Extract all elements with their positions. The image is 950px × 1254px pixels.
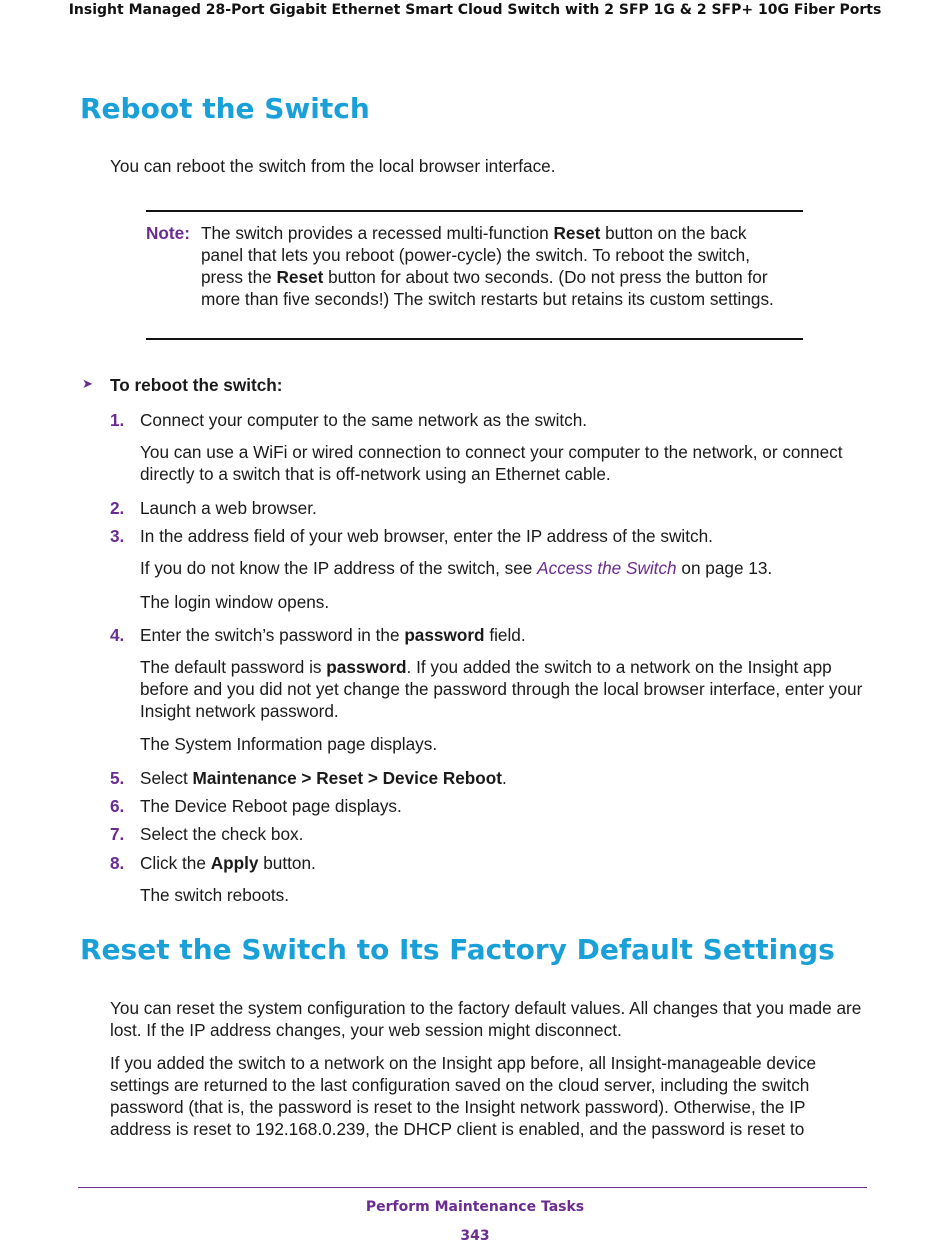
step-detail: The System Information page displays. <box>140 734 438 754</box>
step-text: The Device Reboot page displays. <box>140 796 402 816</box>
step-number: 6. <box>110 796 125 816</box>
step-detail: The login window opens. <box>140 592 330 612</box>
step-text: Select the check box. <box>140 824 304 844</box>
footer-chapter-title: Perform Maintenance Tasks <box>365 1199 585 1215</box>
access-the-switch-link[interactable]: Access the Switch <box>537 558 677 578</box>
step-text: In the address field of your web browser, enter the IP address of the switch. <box>140 526 713 546</box>
step-number: 1. <box>110 410 125 430</box>
step-number: 5. <box>110 768 125 788</box>
arrowhead-bullet-icon: ➤ <box>82 376 93 391</box>
section-heading-reset: Reset the Switch to Its Factory Default Settings <box>80 933 835 966</box>
footer-divider <box>78 1187 867 1188</box>
step-text: Connect your computer to the same network as the switch. <box>140 410 588 430</box>
running-header: Insight Managed 28-Port Gigabit Ethernet Smart Cloud Switch with 2 SFP 1G & 2 SFP+ 10G Fiber Ports <box>68 2 882 18</box>
step-number: 8. <box>110 853 125 873</box>
step-text: Enter the switch’s password in the password field. <box>140 625 526 645</box>
procedure-title: To reboot the switch: <box>110 375 283 395</box>
step-detail: You can use a WiFi or wired connection to connect your computer to the network, or connect directly to a switch that is off-network using an Ethernet cable. <box>140 442 843 484</box>
note-text: The switch provides a recessed multi-function Reset button on the back panel that lets you reboot (power-cycle) the switch. To reboot the switch, press the Reset button for about two seconds. (Do not press the button for more than five seconds!) The switch restarts but retains its custom settings. <box>201 223 774 309</box>
page-number: 343 <box>460 1228 490 1244</box>
reset-paragraph: If you added the switch to a network on the Insight app before, all Insight-manageable device settings are returned to the last configuration saved on the cloud server, including the switch password (that is, the password is reset to the Insight network password). Otherwise, the IP address is reset to 192.168.0.239, the DHCP client is enabled, and the password is reset to <box>110 1053 817 1139</box>
step-text: Launch a web browser. <box>140 498 317 518</box>
step-number: 4. <box>110 625 125 645</box>
step-text: Select Maintenance > Reset > Device Reboot. <box>140 768 507 788</box>
step-number: 7. <box>110 824 125 844</box>
reboot-intro: You can reboot the switch from the local browser interface. <box>110 156 556 176</box>
step-detail: If you do not know the IP address of the switch, see Access the Switch on page 13. <box>140 558 773 578</box>
step-number: 2. <box>110 498 125 518</box>
section-heading-reboot: Reboot the Switch <box>80 92 370 125</box>
note-box <box>146 210 803 340</box>
step-detail: The switch reboots. <box>140 885 290 905</box>
step-text: Click the Apply button. <box>140 853 316 873</box>
step-detail: The default password is password. If you added the switch to a network on the Insight app before and you did not yet change the password through the local browser interface, enter your Insight network password. <box>140 657 863 721</box>
step-number: 3. <box>110 526 125 546</box>
reset-paragraph: You can reset the system configuration to the factory default values. All changes that you made are lost. If the IP address changes, your web session might disconnect. <box>110 998 862 1040</box>
note-label: Note: <box>146 223 190 243</box>
